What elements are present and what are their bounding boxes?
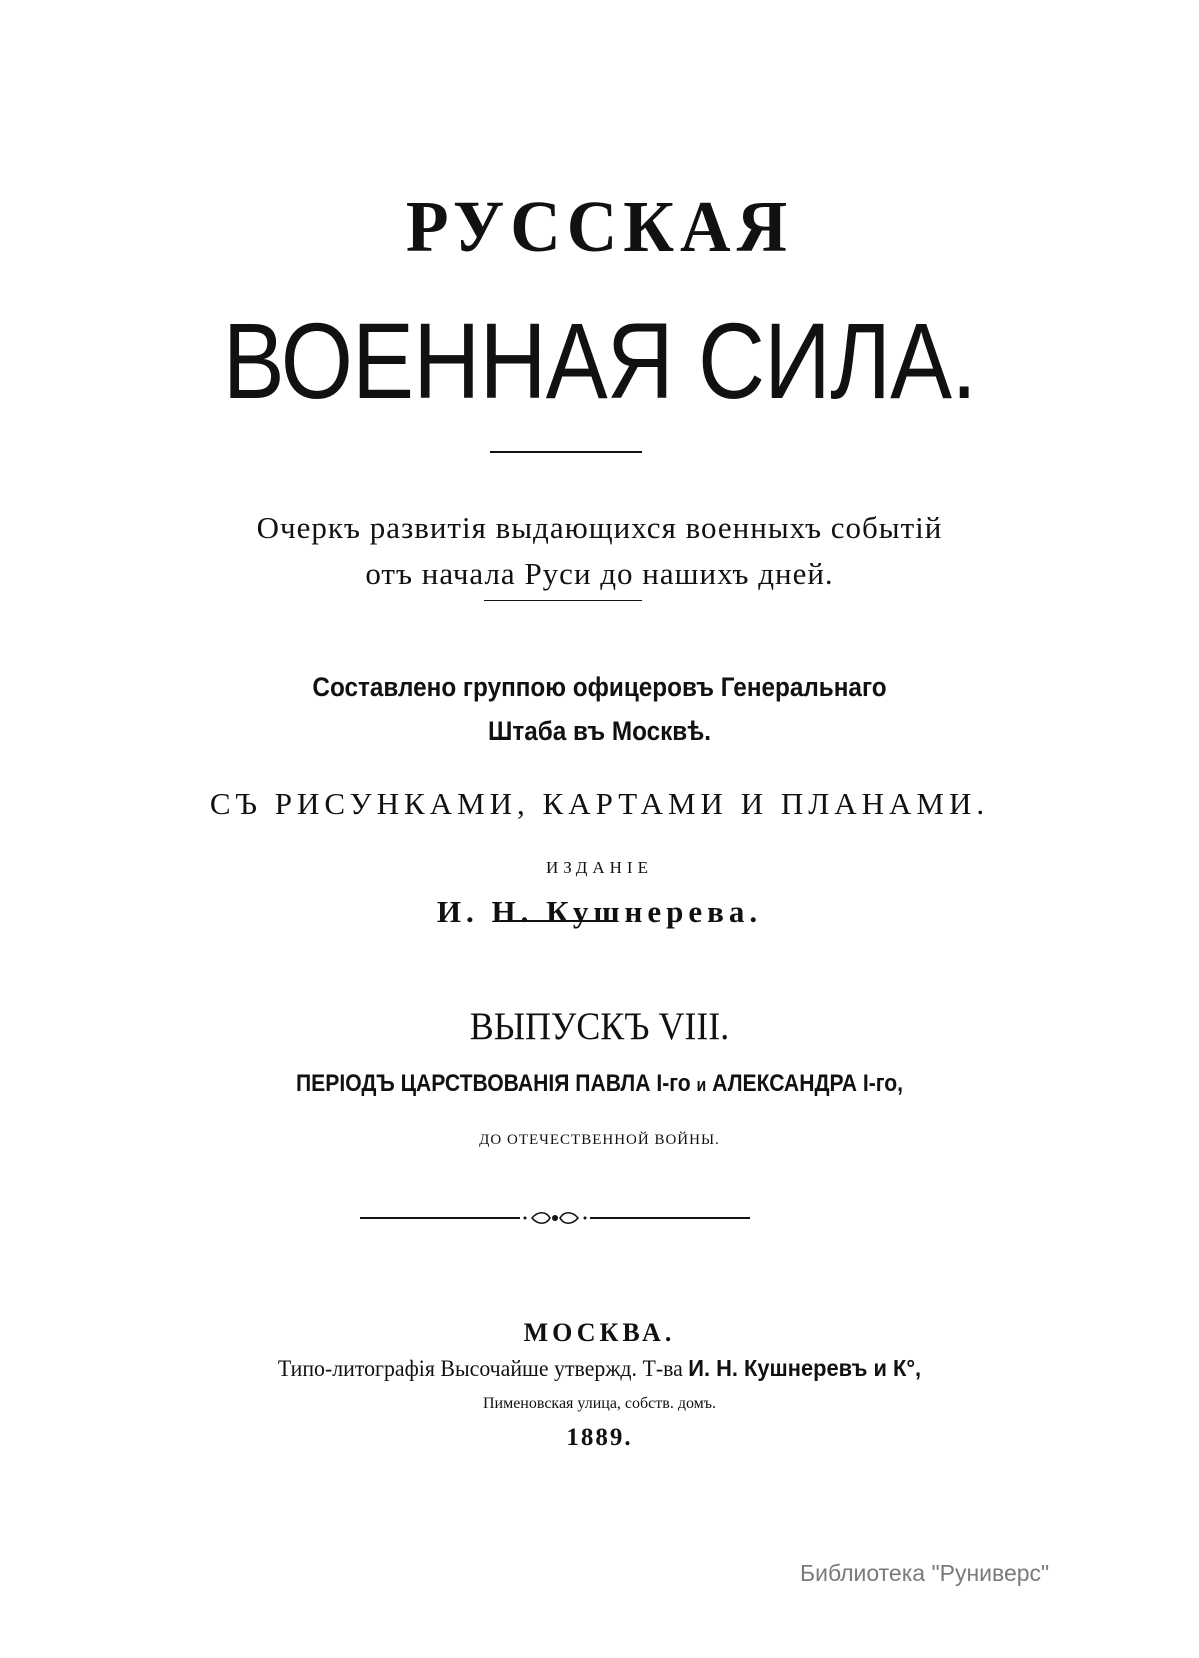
imprint-year: 1889. [566,1424,633,1451]
period-heading [72,1070,1127,1098]
subtitle-line-1: Очеркъ развитія выдающихся военныхъ событій [256,510,943,545]
library-watermark: Библиотека "Руниверс" [800,1560,1050,1586]
ornament-divider [360,1208,750,1228]
compiled-by-line-1: Составлено группою офицеровъ Генеральнаго [312,672,887,702]
title-line-2: ВОЕННАЯ СИЛА. [222,300,977,421]
subtitle-line-2: отъ начала Руси до нашихъ дней. [365,556,834,591]
period-part-2: АЛЕКСАНДРА І-го, [712,1070,904,1097]
divider-rule [484,600,642,601]
imprint-city: МОСКВА. [523,1318,676,1347]
publisher-name: И. Н. Кушнерева. [436,894,763,929]
imprint-address: Пименовская улица, собств. домъ. [482,1395,717,1412]
press-prefix: Типо-литографія Высочайше утвержд. Т-ва [277,1356,683,1381]
compiled-by-line-2: Штаба въ Москвѣ. [487,716,712,746]
imprint-press [30,1355,1169,1382]
divider-rule [500,920,616,922]
title-line-1: РУССКАЯ [405,187,794,268]
period-conjunction: и [696,1075,707,1095]
edition-label: ИЗДАНІЕ [546,858,653,877]
illustrations-note: СЪ РИСУНКАМИ, КАРТАМИ И ПЛАНАМИ. [209,786,990,821]
period-part-1: ПЕРІОДЪ ЦАРСТВОВАНІЯ ПАВЛА І-го [295,1070,691,1097]
press-name: И. Н. Кушнеревъ и К°, [688,1355,922,1381]
divider-rule [490,451,642,453]
issue-number: ВЫПУСКЪ VIII. [469,1005,730,1048]
period-subheading: ДО ОТЕЧЕСТВЕННОЙ ВОЙНЫ. [479,1132,720,1148]
